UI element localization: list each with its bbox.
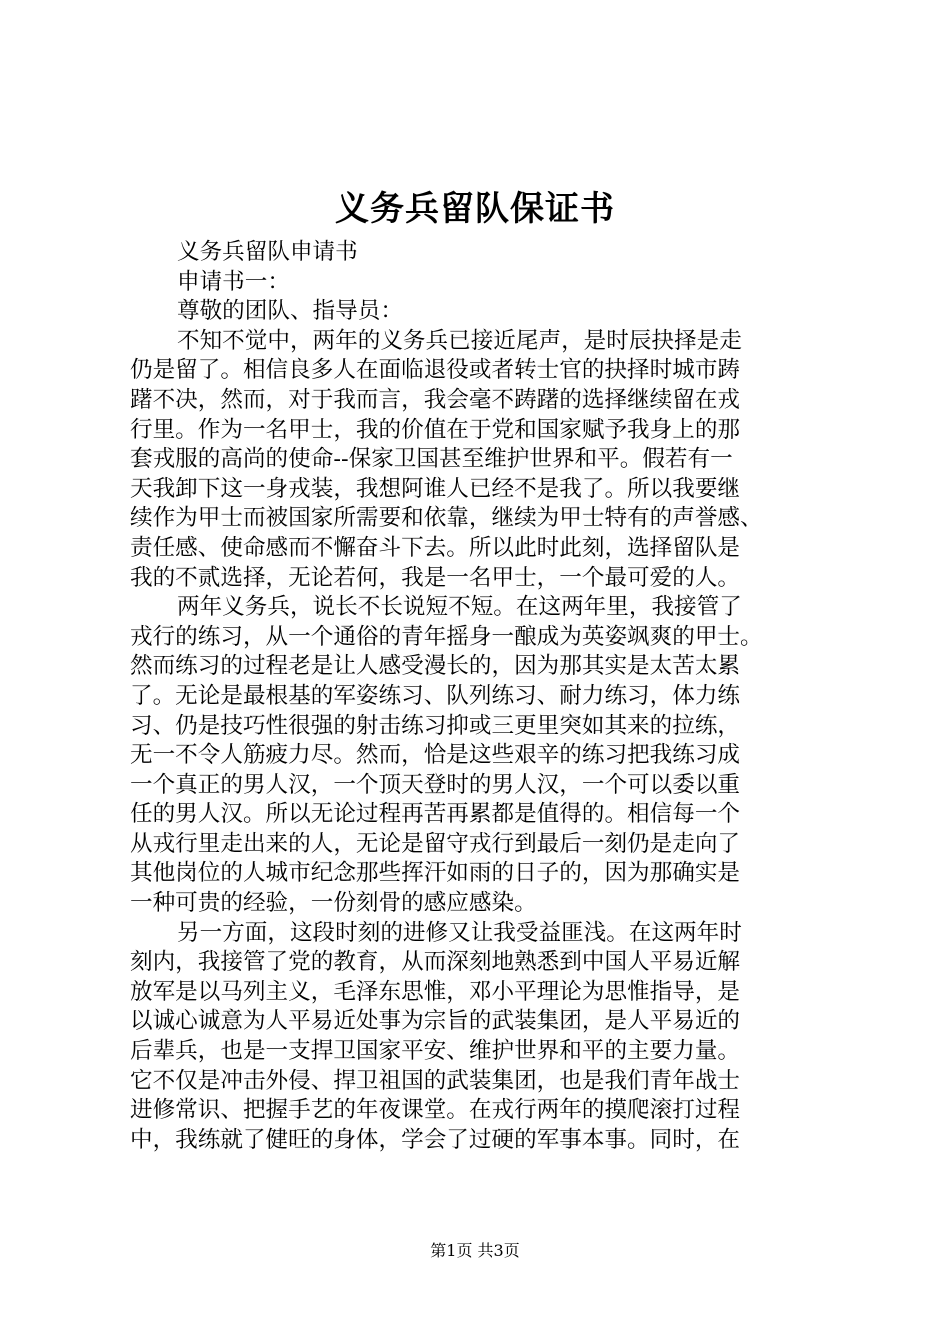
text-line: 不知不觉中，两年的义务兵已接近尾声，是时辰抉择是走 (177, 327, 742, 354)
text-line: 义务兵留队申请书 (177, 239, 358, 265)
text-line: 从戎行里走出来的人，无论是留守戎行到最后一刻仍是走向了 (130, 830, 741, 857)
text-line: 其他岗位的人城市纪念那些挥汗如雨的日子的，因为那确实是 (130, 860, 741, 887)
text-line: 续作为甲士而被国家所需要和依靠，继续为甲士特有的声誉感、 (130, 505, 763, 532)
text-line: 进修常识、把握手艺的年夜课堂。在戎行两年的摸爬滚打过程 (130, 1097, 741, 1124)
text-line: 责任感、使命感而不懈奋斗下去。所以此时此刻，选择留队是 (130, 534, 741, 561)
text-line: 我的不贰选择，无论若何，我是一名甲士，一个最可爱的人。 (130, 564, 741, 591)
document-body (130, 238, 830, 1155)
text-line: 一种可贵的经验，一份刻骨的感应感染。 (130, 890, 537, 917)
text-line: 戎行的练习，从一个通俗的青年摇身一酿成为英姿飒爽的甲士。 (130, 623, 763, 650)
text-line: 另一方面，这段时刻的进修又让我受益匪浅。在这两年时 (177, 919, 742, 946)
text-line: 申请书一： (177, 268, 290, 295)
text-line: 套戎服的高尚的使命--保家卫国甚至维护世界和平。假若有一 (130, 446, 733, 473)
text-line: 仍是留了。相信良多人在面临退役或者转士官的抉择时城市踌 (130, 357, 741, 384)
text-line: 了。无论是最根基的军姿练习、队列练习、耐力练习，体力练 (130, 682, 741, 709)
text-line: 任的男人汉。所以无论过程再苦再累都是值得的。相信每一个 (130, 801, 741, 828)
text-line: 天我卸下这一身戎装，我想阿谁人已经不是我了。所以我要继 (130, 475, 741, 502)
page-number-footer: 第1页 共3页 (430, 1241, 520, 1260)
text-line: 后辈兵，也是一支捍卫国家平安、维护世界和平的主要力量。 (130, 1038, 741, 1065)
document-title: 义务兵留队保证书 (335, 189, 615, 229)
text-line: 一个真正的男人汉，一个顶天登时的男人汉，一个可以委以重 (130, 771, 741, 798)
text-line: 以诚心诚意为人平易近处事为宗旨的武装集团，是人平易近的 (130, 1008, 741, 1035)
text-line: 放军是以马列主义，毛泽东思惟，邓小平理论为思惟指导，是 (130, 978, 741, 1005)
text-line: 习、仍是技巧性很强的射击练习抑或三更里突如其来的拉练， (130, 712, 741, 739)
text-line: 刻内，我接管了党的教育，从而深刻地熟悉到中国人平易近解 (130, 949, 741, 976)
text-line: 行里。作为一名甲士，我的价值在于党和国家赋予我身上的那 (130, 416, 741, 443)
text-line: 中，我练就了健旺的身体，学会了过硬的军事本事。同时，在 (130, 1126, 741, 1153)
text-line: 两年义务兵，说长不长说短不短。在这两年里，我接管了 (177, 594, 742, 621)
text-line: 然而练习的过程老是让人感受漫长的，因为那其实是太苦太累 (130, 653, 741, 680)
text-line: 尊敬的团队、指导员： (177, 298, 403, 325)
text-line: 它不仅是冲击外侵、捍卫祖国的武装集团，也是我们青年战士 (130, 1067, 741, 1094)
text-line: 躇不决，然而，对于我而言，我会毫不踌躇的选择继续留在戎 (130, 386, 741, 413)
text-line: 无一不令人筋疲力尽。然而，恰是这些艰辛的练习把我练习成 (130, 742, 741, 769)
